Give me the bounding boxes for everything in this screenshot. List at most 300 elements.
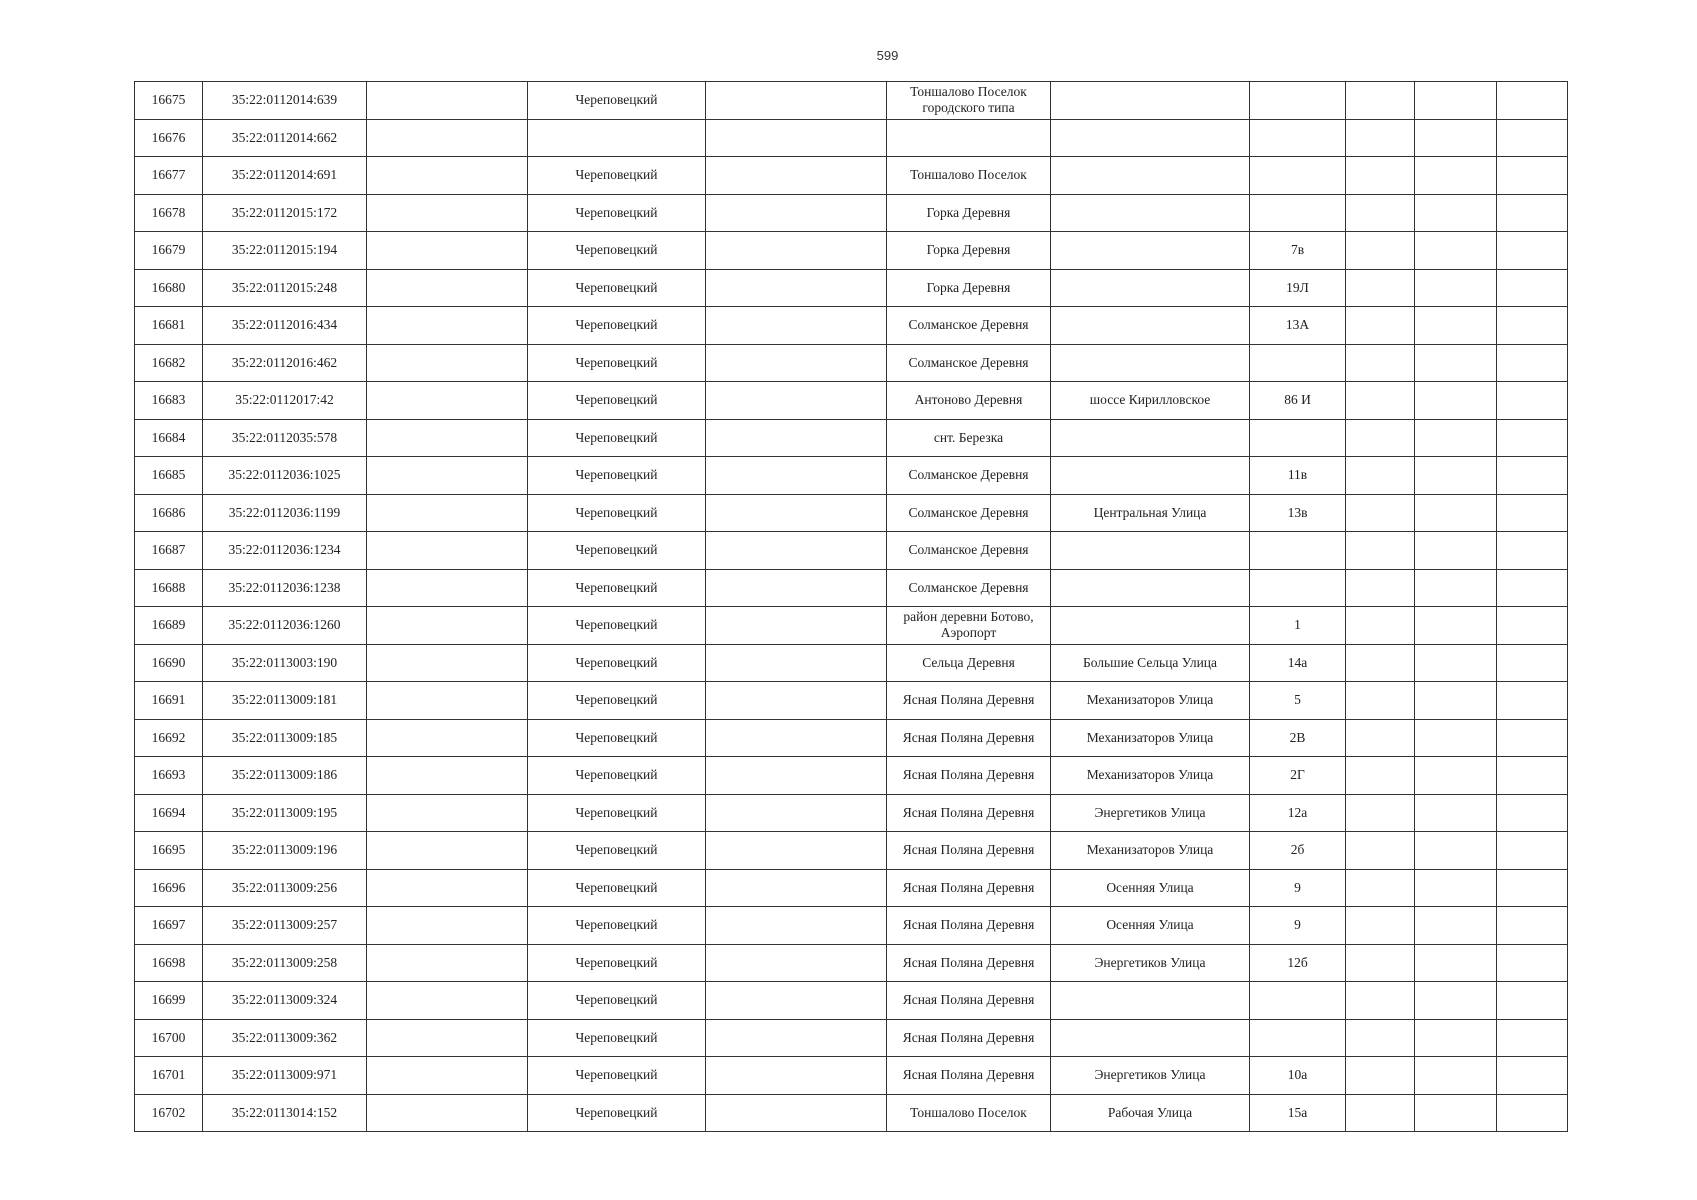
cadastral-number-cell: 35:22:0112035:578 [203, 419, 367, 457]
empty-cell-cell [706, 419, 887, 457]
empty-cell-cell [1415, 119, 1497, 157]
empty-cell-cell [1415, 307, 1497, 345]
table-row [135, 307, 1568, 345]
street-cell [1051, 419, 1250, 457]
table-row [135, 194, 1568, 232]
district-cell: Череповецкий [528, 869, 706, 907]
empty-cell-cell [706, 1094, 887, 1132]
district-cell: Череповецкий [528, 907, 706, 945]
empty-cell-cell [367, 1057, 528, 1095]
empty-cell-cell [1497, 644, 1568, 682]
empty-cell-cell [1497, 307, 1568, 345]
table-row [135, 869, 1568, 907]
district-cell: Череповецкий [528, 757, 706, 795]
row-number-cell: 16686 [135, 494, 203, 532]
cadastral-number-cell: 35:22:0112016:462 [203, 344, 367, 382]
empty-cell-cell [367, 1094, 528, 1132]
street-cell: Механизаторов Улица [1051, 832, 1250, 870]
district-cell: Череповецкий [528, 794, 706, 832]
table-row [135, 119, 1568, 157]
table-row [135, 682, 1568, 720]
table-row [135, 644, 1568, 682]
district-cell: Череповецкий [528, 494, 706, 532]
house-number-cell: 14а [1250, 644, 1346, 682]
cadastral-number-cell: 35:22:0112014:639 [203, 82, 367, 120]
locality-cell: Горка Деревня [887, 232, 1051, 270]
empty-cell-cell [706, 82, 887, 120]
empty-cell-cell [1415, 1019, 1497, 1057]
street-cell [1051, 982, 1250, 1020]
empty-cell-cell [1497, 832, 1568, 870]
locality-cell: Ясная Поляна Деревня [887, 907, 1051, 945]
cadastral-number-cell: 35:22:0112015:248 [203, 269, 367, 307]
empty-cell-cell [367, 907, 528, 945]
empty-cell-cell [367, 569, 528, 607]
house-number-cell: 12б [1250, 944, 1346, 982]
empty-cell-cell [1497, 907, 1568, 945]
district-cell [528, 119, 706, 157]
empty-cell-cell [1415, 194, 1497, 232]
empty-cell-cell [1346, 982, 1415, 1020]
cadastral-number-cell: 35:22:0112036:1199 [203, 494, 367, 532]
street-cell [1051, 157, 1250, 195]
empty-cell-cell [706, 907, 887, 945]
street-cell [1051, 1019, 1250, 1057]
cadastral-number-cell: 35:22:0113009:258 [203, 944, 367, 982]
cadastral-number-cell: 35:22:0113009:257 [203, 907, 367, 945]
empty-cell-cell [367, 157, 528, 195]
empty-cell-cell [706, 869, 887, 907]
empty-cell-cell [1346, 869, 1415, 907]
street-cell: Механизаторов Улица [1051, 719, 1250, 757]
table-row [135, 794, 1568, 832]
street-cell [1051, 569, 1250, 607]
cadastral-number-cell: 35:22:0112036:1234 [203, 532, 367, 570]
property-table [134, 81, 1568, 1132]
locality-cell: Сельца Деревня [887, 644, 1051, 682]
locality-cell [887, 119, 1051, 157]
empty-cell-cell [1346, 344, 1415, 382]
empty-cell-cell [1346, 832, 1415, 870]
empty-cell-cell [1346, 907, 1415, 945]
row-number-cell: 16694 [135, 794, 203, 832]
empty-cell-cell [367, 269, 528, 307]
empty-cell-cell [367, 757, 528, 795]
empty-cell-cell [367, 719, 528, 757]
locality-cell: Солманское Деревня [887, 344, 1051, 382]
locality-cell: Ясная Поляна Деревня [887, 869, 1051, 907]
locality-cell: Солманское Деревня [887, 532, 1051, 570]
locality-cell: Ясная Поляна Деревня [887, 682, 1051, 720]
empty-cell-cell [1497, 194, 1568, 232]
district-cell: Череповецкий [528, 607, 706, 645]
empty-cell-cell [706, 794, 887, 832]
empty-cell-cell [1497, 457, 1568, 495]
house-number-cell: 9 [1250, 869, 1346, 907]
cadastral-number-cell: 35:22:0113009:181 [203, 682, 367, 720]
street-cell [1051, 607, 1250, 645]
row-number-cell: 16683 [135, 382, 203, 420]
street-cell: Механизаторов Улица [1051, 682, 1250, 720]
row-number-cell: 16675 [135, 82, 203, 120]
row-number-cell: 16682 [135, 344, 203, 382]
locality-cell: Солманское Деревня [887, 307, 1051, 345]
district-cell: Череповецкий [528, 944, 706, 982]
table-row [135, 419, 1568, 457]
empty-cell-cell [706, 157, 887, 195]
row-number-cell: 16678 [135, 194, 203, 232]
row-number-cell: 16684 [135, 419, 203, 457]
empty-cell-cell [1497, 719, 1568, 757]
empty-cell-cell [706, 1057, 887, 1095]
empty-cell-cell [706, 682, 887, 720]
row-number-cell: 16677 [135, 157, 203, 195]
cadastral-number-cell: 35:22:0113014:152 [203, 1094, 367, 1132]
table-row [135, 232, 1568, 270]
locality-cell: Ясная Поляна Деревня [887, 1057, 1051, 1095]
street-cell: Механизаторов Улица [1051, 757, 1250, 795]
empty-cell-cell [367, 457, 528, 495]
empty-cell-cell [367, 982, 528, 1020]
row-number-cell: 16698 [135, 944, 203, 982]
empty-cell-cell [367, 494, 528, 532]
district-cell: Череповецкий [528, 1019, 706, 1057]
house-number-cell [1250, 982, 1346, 1020]
row-number-cell: 16680 [135, 269, 203, 307]
street-cell [1051, 269, 1250, 307]
house-number-cell: 2В [1250, 719, 1346, 757]
empty-cell-cell [1346, 682, 1415, 720]
empty-cell-cell [1415, 269, 1497, 307]
locality-cell: Ясная Поляна Деревня [887, 982, 1051, 1020]
empty-cell-cell [706, 719, 887, 757]
table-row [135, 607, 1568, 645]
house-number-cell: 11в [1250, 457, 1346, 495]
empty-cell-cell [1346, 307, 1415, 345]
empty-cell-cell [1415, 944, 1497, 982]
empty-cell-cell [1346, 194, 1415, 232]
district-cell: Череповецкий [528, 232, 706, 270]
cadastral-number-cell: 35:22:0113009:362 [203, 1019, 367, 1057]
empty-cell-cell [367, 832, 528, 870]
locality-cell: Ясная Поляна Деревня [887, 794, 1051, 832]
table-row [135, 382, 1568, 420]
empty-cell-cell [367, 682, 528, 720]
empty-cell-cell [1415, 757, 1497, 795]
cadastral-number-cell: 35:22:0112015:172 [203, 194, 367, 232]
cadastral-number-cell: 35:22:0112014:662 [203, 119, 367, 157]
table-row [135, 269, 1568, 307]
street-cell [1051, 532, 1250, 570]
street-cell: Рабочая Улица [1051, 1094, 1250, 1132]
empty-cell-cell [1497, 532, 1568, 570]
empty-cell-cell [1497, 157, 1568, 195]
street-cell: Энергетиков Улица [1051, 794, 1250, 832]
house-number-cell [1250, 119, 1346, 157]
empty-cell-cell [1415, 82, 1497, 120]
empty-cell-cell [1346, 1019, 1415, 1057]
street-cell [1051, 232, 1250, 270]
empty-cell-cell [1415, 607, 1497, 645]
house-number-cell: 1 [1250, 607, 1346, 645]
row-number-cell: 16681 [135, 307, 203, 345]
street-cell: шоссе Кирилловское [1051, 382, 1250, 420]
empty-cell-cell [1497, 344, 1568, 382]
empty-cell-cell [1346, 794, 1415, 832]
locality-cell: Ясная Поляна Деревня [887, 944, 1051, 982]
locality-cell: Ясная Поляна Деревня [887, 832, 1051, 870]
empty-cell-cell [367, 232, 528, 270]
empty-cell-cell [1415, 907, 1497, 945]
empty-cell-cell [706, 194, 887, 232]
empty-cell-cell [1346, 1094, 1415, 1132]
table-row [135, 907, 1568, 945]
table-row [135, 494, 1568, 532]
empty-cell-cell [1346, 644, 1415, 682]
row-number-cell: 16697 [135, 907, 203, 945]
empty-cell-cell [706, 532, 887, 570]
district-cell: Череповецкий [528, 569, 706, 607]
empty-cell-cell [367, 944, 528, 982]
empty-cell-cell [706, 832, 887, 870]
district-cell: Череповецкий [528, 832, 706, 870]
empty-cell-cell [706, 757, 887, 795]
empty-cell-cell [1415, 382, 1497, 420]
empty-cell-cell [367, 82, 528, 120]
empty-cell-cell [1497, 269, 1568, 307]
street-cell [1051, 307, 1250, 345]
row-number-cell: 16685 [135, 457, 203, 495]
district-cell: Череповецкий [528, 82, 706, 120]
empty-cell-cell [1346, 757, 1415, 795]
district-cell: Череповецкий [528, 157, 706, 195]
street-cell [1051, 344, 1250, 382]
cadastral-number-cell: 35:22:0112036:1238 [203, 569, 367, 607]
cadastral-number-cell: 35:22:0113009:324 [203, 982, 367, 1020]
empty-cell-cell [1415, 682, 1497, 720]
empty-cell-cell [367, 419, 528, 457]
empty-cell-cell [1415, 1057, 1497, 1095]
cadastral-number-cell: 35:22:0113003:190 [203, 644, 367, 682]
empty-cell-cell [1497, 682, 1568, 720]
empty-cell-cell [1415, 569, 1497, 607]
district-cell: Череповецкий [528, 719, 706, 757]
cadastral-number-cell: 35:22:0112015:194 [203, 232, 367, 270]
empty-cell-cell [1497, 569, 1568, 607]
empty-cell-cell [706, 344, 887, 382]
row-number-cell: 16701 [135, 1057, 203, 1095]
empty-cell-cell [1346, 82, 1415, 120]
street-cell: Центральная Улица [1051, 494, 1250, 532]
table-row [135, 944, 1568, 982]
empty-cell-cell [1497, 944, 1568, 982]
district-cell: Череповецкий [528, 307, 706, 345]
empty-cell-cell [706, 607, 887, 645]
empty-cell-cell [706, 307, 887, 345]
row-number-cell: 16689 [135, 607, 203, 645]
table-row [135, 457, 1568, 495]
empty-cell-cell [1497, 232, 1568, 270]
house-number-cell: 13А [1250, 307, 1346, 345]
locality-cell: Ясная Поляна Деревня [887, 719, 1051, 757]
table-row [135, 569, 1568, 607]
house-number-cell [1250, 1019, 1346, 1057]
table-row [135, 1019, 1568, 1057]
empty-cell-cell [1346, 569, 1415, 607]
district-cell: Череповецкий [528, 1094, 706, 1132]
empty-cell-cell [367, 307, 528, 345]
empty-cell-cell [1415, 794, 1497, 832]
street-cell [1051, 194, 1250, 232]
table-row [135, 1094, 1568, 1132]
street-cell [1051, 119, 1250, 157]
empty-cell-cell [706, 457, 887, 495]
empty-cell-cell [367, 869, 528, 907]
empty-cell-cell [706, 269, 887, 307]
table-body [135, 82, 1568, 1132]
locality-cell: район деревни Ботово, Аэропорт [887, 607, 1051, 645]
row-number-cell: 16700 [135, 1019, 203, 1057]
table-row [135, 982, 1568, 1020]
house-number-cell: 86 И [1250, 382, 1346, 420]
district-cell: Череповецкий [528, 1057, 706, 1095]
empty-cell-cell [1497, 1094, 1568, 1132]
district-cell: Череповецкий [528, 419, 706, 457]
row-number-cell: 16693 [135, 757, 203, 795]
locality-cell: Антоново Деревня [887, 382, 1051, 420]
row-number-cell: 16696 [135, 869, 203, 907]
empty-cell-cell [706, 232, 887, 270]
locality-cell: Тоншалово Поселок [887, 157, 1051, 195]
house-number-cell: 13в [1250, 494, 1346, 532]
house-number-cell: 2Г [1250, 757, 1346, 795]
empty-cell-cell [1497, 1057, 1568, 1095]
street-cell: Энергетиков Улица [1051, 944, 1250, 982]
cadastral-number-cell: 35:22:0113009:196 [203, 832, 367, 870]
row-number-cell: 16699 [135, 982, 203, 1020]
street-cell [1051, 82, 1250, 120]
empty-cell-cell [1415, 232, 1497, 270]
empty-cell-cell [1415, 719, 1497, 757]
house-number-cell: 19Л [1250, 269, 1346, 307]
street-cell: Большие Сельца Улица [1051, 644, 1250, 682]
house-number-cell [1250, 194, 1346, 232]
table-row [135, 82, 1568, 120]
empty-cell-cell [706, 382, 887, 420]
table-row [135, 1057, 1568, 1095]
empty-cell-cell [367, 344, 528, 382]
empty-cell-cell [1346, 232, 1415, 270]
house-number-cell: 15а [1250, 1094, 1346, 1132]
house-number-cell: 2б [1250, 832, 1346, 870]
table-row [135, 832, 1568, 870]
district-cell: Череповецкий [528, 194, 706, 232]
house-number-cell [1250, 569, 1346, 607]
cadastral-number-cell: 35:22:0113009:256 [203, 869, 367, 907]
empty-cell-cell [367, 532, 528, 570]
row-number-cell: 16695 [135, 832, 203, 870]
empty-cell-cell [1346, 1057, 1415, 1095]
empty-cell-cell [1497, 869, 1568, 907]
empty-cell-cell [706, 119, 887, 157]
empty-cell-cell [706, 944, 887, 982]
empty-cell-cell [1346, 157, 1415, 195]
house-number-cell: 10а [1250, 1057, 1346, 1095]
empty-cell-cell [1346, 532, 1415, 570]
empty-cell-cell [706, 1019, 887, 1057]
district-cell: Череповецкий [528, 982, 706, 1020]
street-cell: Осенняя Улица [1051, 869, 1250, 907]
cadastral-number-cell: 35:22:0112014:691 [203, 157, 367, 195]
empty-cell-cell [1415, 982, 1497, 1020]
locality-cell: снт. Березка [887, 419, 1051, 457]
row-number-cell: 16702 [135, 1094, 203, 1132]
empty-cell-cell [1415, 644, 1497, 682]
empty-cell-cell [1415, 494, 1497, 532]
empty-cell-cell [1415, 869, 1497, 907]
table-row [135, 344, 1568, 382]
locality-cell: Солманское Деревня [887, 494, 1051, 532]
locality-cell: Солманское Деревня [887, 457, 1051, 495]
row-number-cell: 16692 [135, 719, 203, 757]
empty-cell-cell [1346, 607, 1415, 645]
house-number-cell: 9 [1250, 907, 1346, 945]
table-row [135, 157, 1568, 195]
house-number-cell [1250, 82, 1346, 120]
empty-cell-cell [1346, 419, 1415, 457]
locality-cell: Ясная Поляна Деревня [887, 1019, 1051, 1057]
empty-cell-cell [367, 644, 528, 682]
street-cell [1051, 457, 1250, 495]
house-number-cell [1250, 157, 1346, 195]
empty-cell-cell [706, 494, 887, 532]
table-row [135, 532, 1568, 570]
empty-cell-cell [1497, 419, 1568, 457]
cadastral-number-cell: 35:22:0113009:185 [203, 719, 367, 757]
locality-cell: Горка Деревня [887, 269, 1051, 307]
locality-cell: Горка Деревня [887, 194, 1051, 232]
district-cell: Череповецкий [528, 382, 706, 420]
locality-cell: Ясная Поляна Деревня [887, 757, 1051, 795]
row-number-cell: 16688 [135, 569, 203, 607]
house-number-cell [1250, 532, 1346, 570]
house-number-cell [1250, 419, 1346, 457]
empty-cell-cell [706, 644, 887, 682]
row-number-cell: 16691 [135, 682, 203, 720]
cadastral-number-cell: 35:22:0113009:971 [203, 1057, 367, 1095]
empty-cell-cell [1415, 419, 1497, 457]
empty-cell-cell [1346, 269, 1415, 307]
empty-cell-cell [1497, 607, 1568, 645]
empty-cell-cell [1346, 944, 1415, 982]
empty-cell-cell [1497, 382, 1568, 420]
empty-cell-cell [1346, 494, 1415, 532]
cadastral-number-cell: 35:22:0113009:195 [203, 794, 367, 832]
district-cell: Череповецкий [528, 344, 706, 382]
empty-cell-cell [1415, 157, 1497, 195]
empty-cell-cell [1497, 1019, 1568, 1057]
empty-cell-cell [1497, 794, 1568, 832]
street-cell: Осенняя Улица [1051, 907, 1250, 945]
empty-cell-cell [367, 1019, 528, 1057]
table-row [135, 719, 1568, 757]
empty-cell-cell [1415, 344, 1497, 382]
empty-cell-cell [1497, 494, 1568, 532]
street-cell: Энергетиков Улица [1051, 1057, 1250, 1095]
row-number-cell: 16679 [135, 232, 203, 270]
empty-cell-cell [1346, 719, 1415, 757]
empty-cell-cell [367, 194, 528, 232]
